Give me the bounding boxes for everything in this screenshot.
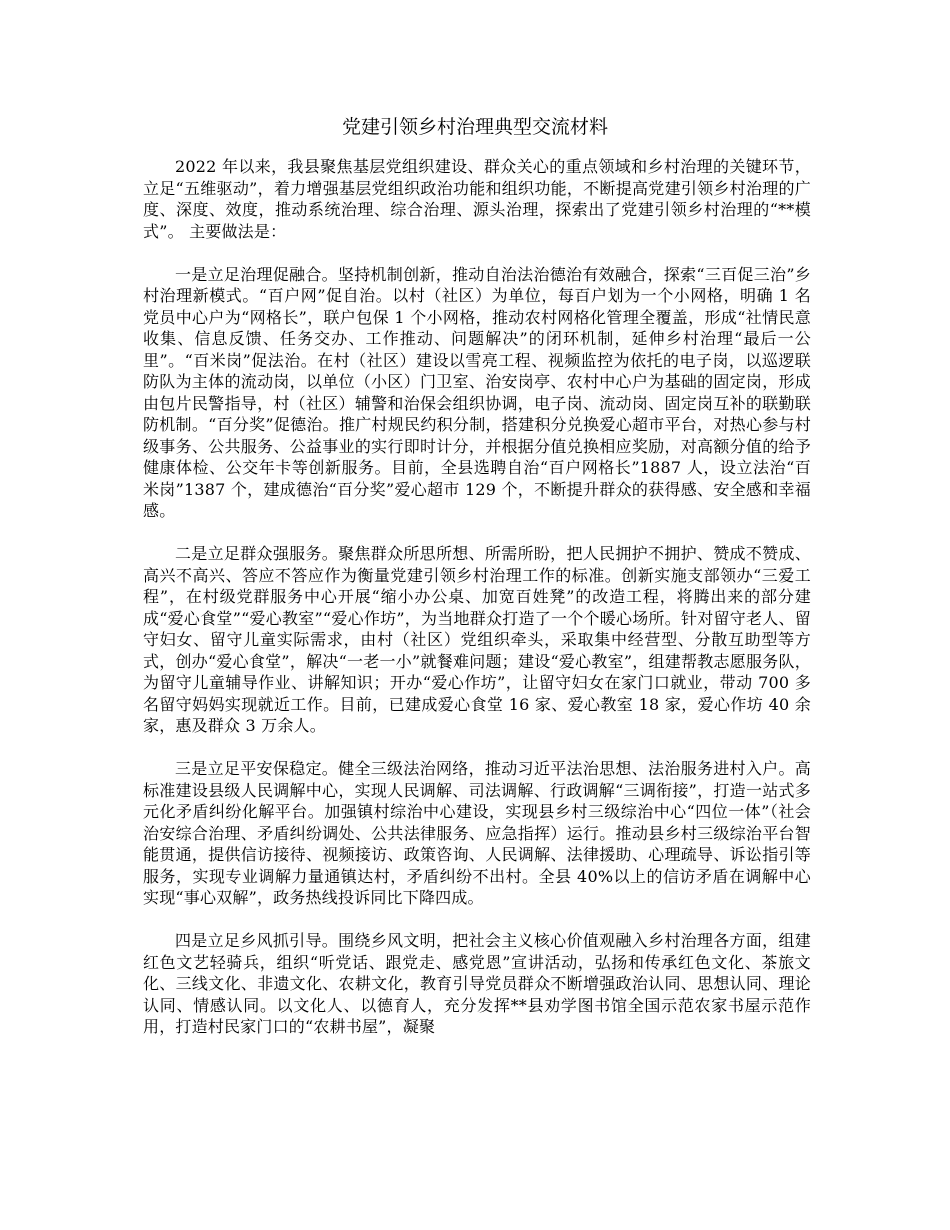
document-body	[143, 156, 811, 1059]
section-two-paragraph: 二是立足群众强服务。聚焦群众所思所想、所需所盼，把人民拥护不拥护、赞成不赞成、高兴不高兴、答应不答应作为衡量党建引领乡村治理工作的标准。创新实施支部领办“三爱工程”，在村级党群服务中心开展“缩小办公桌、加宽百姓凳”的改造工程，将腾出来的部分建成“爱心食堂”“爱心教室”“爱心作坊”，为当地群众打造了一个个暖心场所。针对留守老人、留守妇女、留守儿童实际需求，由村（社区）党组织牵头，采取集中经营型、分散互助型等方式，创办“爱心食堂”，解决“一老一小”就餐难问题；建设“爱心教室”，组建帮教志愿服务队，为留守儿童辅导作业、讲解知识；开办“爱心作坊”，让留守妇女在家门口就业，带动 700 多名留守妈妈实现就近工作。目前，已建成爱心食堂 16 家、爱心教室 18 家，爱心作坊 40 余家，惠及群众 3 万余人。	[143, 544, 811, 735]
section-one-paragraph: 一是立足治理促融合。坚持机制创新，推动自治法治德治有效融合，探索“三百促三治”乡村治理新模式。“百户网”促自治。以村（社区）为单位，每百户划为一个小网格，明确 1 名党员中心户为“网格长”，联户包保 1 个小网格，推动农村网格化管理全覆盖，形成“社情民意收集、信息反馈、任务交办、工作推动、问题解决”的闭环机制，延伸乡村治理“最后一公里”。“百米岗”促法治。在村（社区）建设以雪亮工程、视频监控为依托的电子岗，以巡逻联防队为主体的流动岗，以单位（小区）门卫室、治安岗亭、农村中心户为基础的固定岗，形成由包片民警指导，村（社区）辅警和治保会组织协调，电子岗、流动岗、固定岗互补的联勤联防机制。“百分奖”促德治。推广村规民约积分制，搭建积分兑换爱心超市平台，对热心参与村级事务、公共服务、公益事业的实行即时计分，并根据分值兑换相应奖励，对高额分值的给予健康体检、公交年卡等创新服务。目前，全县选聘自治“百户网格长”1887 人，设立法治“百米岗”1387 个，建成德治“百分奖”爱心超市 129 个，不断提升群众的获得感、安全感和幸福感。	[143, 264, 811, 520]
document-title: 党建引领乡村治理典型交流材料	[341, 116, 608, 138]
section-four-paragraph: 四是立足乡风抓引导。围绕乡风文明，把社会主义核心价值观融入乡村治理各方面，组建红色文艺轻骑兵，组织“听党话、跟党走、感党恩”宣讲活动，弘扬和传承红色文化、茶旅文化、三线文化、非遗文化、农耕文化，教育引导党员群众不断增强政治认同、思想认同、理论认同、情感认同。以文化人、以德育人，充分发挥**县劝学图书馆全国示范农家书屋示范作用，打造村民家门口的“农耕书屋”，凝聚	[143, 931, 811, 1036]
intro-paragraph: 2022 年以来，我县聚焦基层党组织建设、群众关心的重点领域和乡村治理的关键环节，立足“五维驱动”，着力增强基层党组织政治功能和组织功能，不断提高党建引领乡村治理的广度、深度、效度，推动系统治理、综合治理、源头治理，探索出了党建引领乡村治理的“**模式”。 主要做法是：	[143, 157, 811, 241]
section-three-paragraph: 三是立足平安保稳定。健全三级法治网络，推动习近平法治思想、法治服务进村入户。高标准建设县级人民调解中心，实现人民调解、司法调解、行政调解“三调衔接”，打造一站式多元化矛盾纠纷化解平台。加强镇村综治中心建设，实现县乡村三级综治中心“四位一体”（社会治安综合治理、矛盾纠纷调处、公共法律服务、应急指挥）运行。推动县乡村三级综治平台智能贯通，提供信访接待、视频接访、政策咨询、人民调解、法律援助、心理疏导、诉讼指引等服务，实现专业调解力量通镇达村，矛盾纠纷不出村。全县 40%以上的信访矛盾在调解中心实现“事心双解”，政务热线投诉同比下降四成。	[143, 759, 811, 907]
